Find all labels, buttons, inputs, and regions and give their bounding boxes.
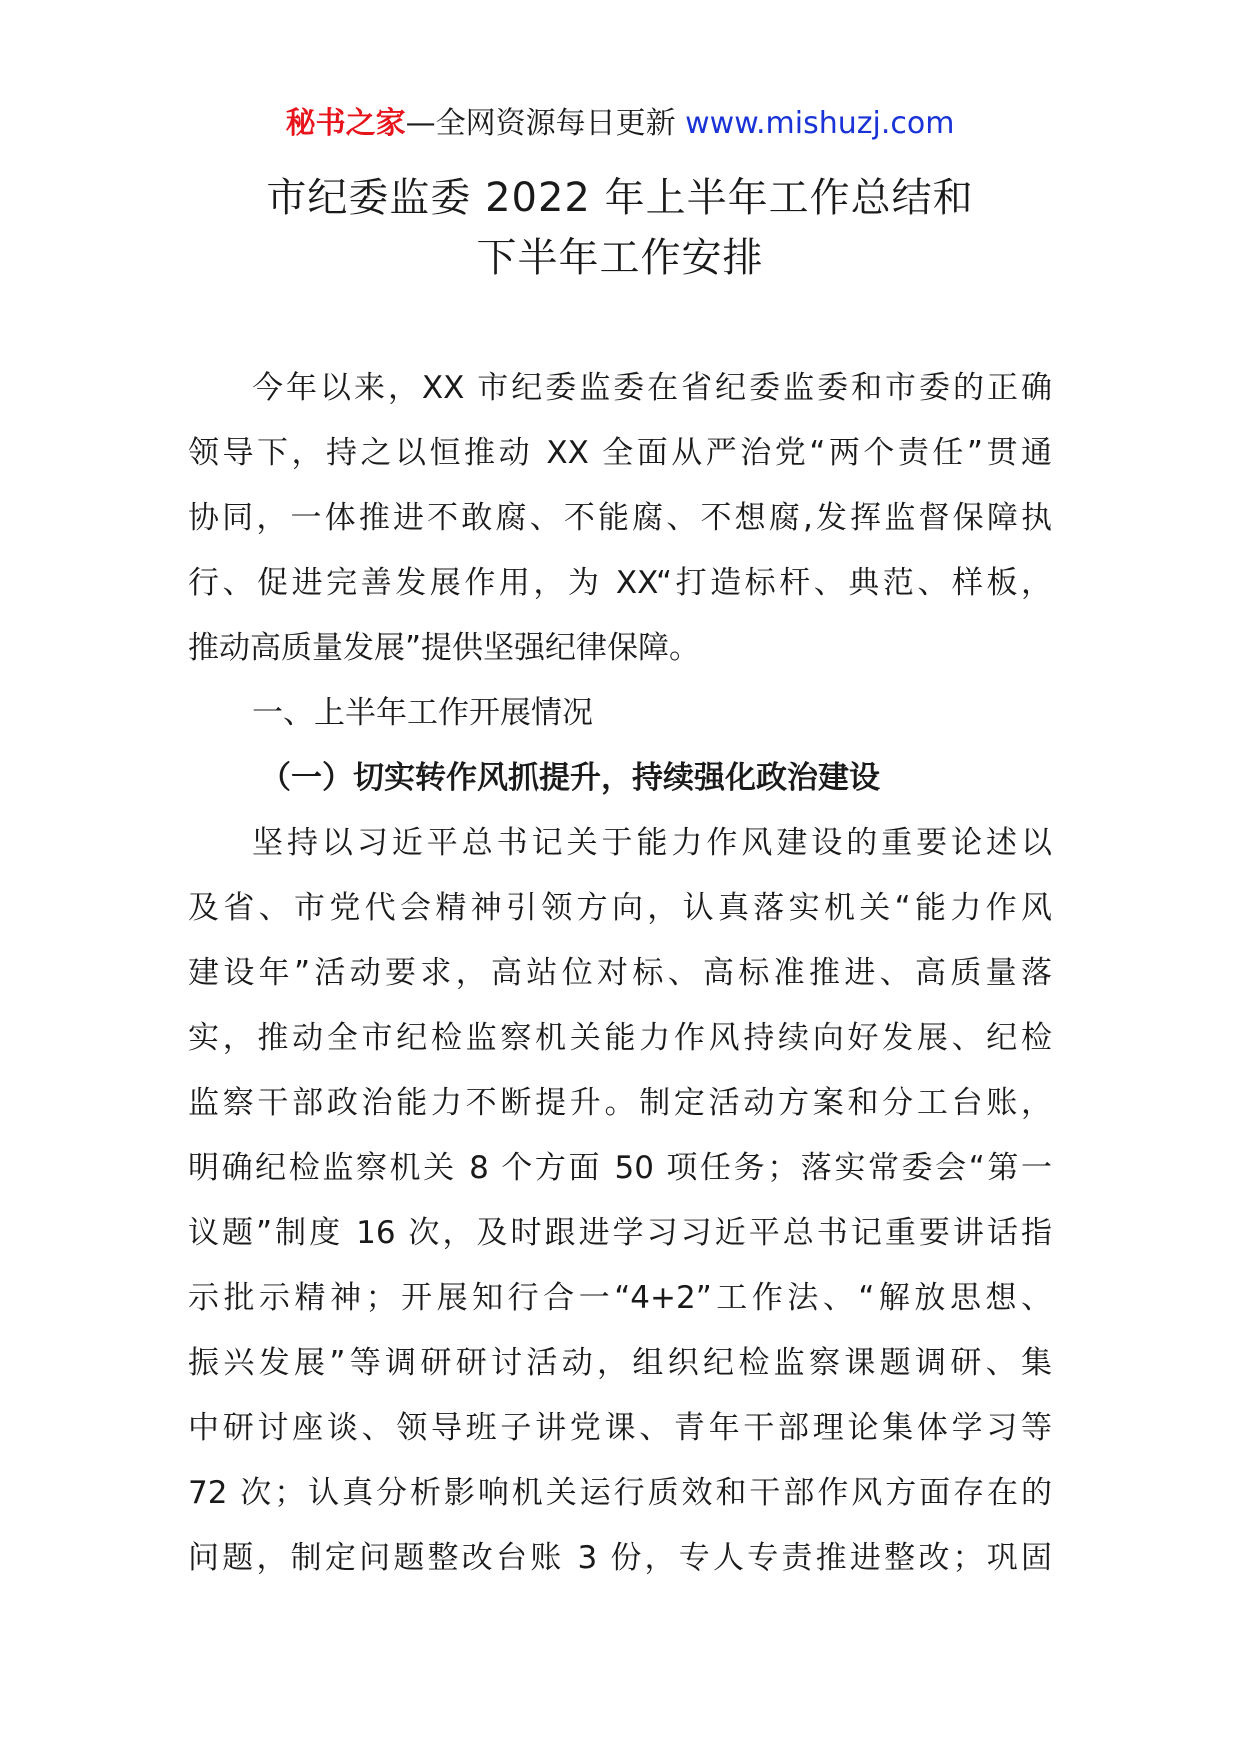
site-url-link[interactable]: www.mishuzj.com bbox=[685, 106, 955, 141]
paragraph-line: 监察干部政治能力不断提升。制定活动方案和分工台账， bbox=[188, 1085, 1052, 1121]
paragraph-line: 协同，一体推进不敢腐、不能腐、不想腐,发挥监督保障执 bbox=[188, 500, 1052, 536]
site-brand: 秘书之家 bbox=[285, 106, 406, 141]
paragraph-line: 振兴发展”等调研研讨活动，组织纪检监察课题调研、集 bbox=[188, 1345, 1052, 1381]
paragraph-line: 建设年”活动要求，高站位对标、高标准推进、高质量落 bbox=[188, 955, 1052, 991]
paragraph-line: 议题”制度 16 次，及时跟进学习习近平总书记重要讲话指 bbox=[188, 1215, 1052, 1251]
paragraph-line: 示批示精神；开展知行合一“4+2”工作法、“解放思想、 bbox=[188, 1280, 1052, 1316]
site-header bbox=[0, 104, 1240, 144]
paragraph-line: 推动高质量发展”提供坚强纪律保障。 bbox=[188, 630, 701, 666]
section-heading: 一、上半年工作开展情况 bbox=[252, 695, 593, 731]
paragraph-line: 实，推动全市纪检监察机关能力作风持续向好发展、纪检 bbox=[188, 1020, 1052, 1056]
title-line-1: 市纪委监委 2022 年上半年工作总结和 bbox=[266, 175, 974, 221]
paragraph-line: 行、促进完善发展作用，为 XX“打造标杆、典范、样板， bbox=[188, 565, 1052, 601]
document-body bbox=[188, 356, 1052, 1591]
paragraph-line: 中研讨座谈、领导班子讲党课、青年干部理论集体学习等 bbox=[188, 1410, 1052, 1446]
paragraph-line: 领导下，持之以恒推动 XX 全面从严治党“两个责任”贯通 bbox=[188, 435, 1052, 471]
paragraph-line: 坚持以习近平总书记关于能力作风建设的重要论述以 bbox=[252, 825, 1052, 861]
site-tagline: —全网资源每日更新 bbox=[405, 106, 676, 141]
paragraph-line: 明确纪检监察机关 8 个方面 50 项任务；落实常委会“第一 bbox=[188, 1150, 1052, 1186]
paragraph-line: 今年以来，XX 市纪委监委在省纪委监委和市委的正确 bbox=[252, 370, 1052, 406]
paragraph-line: 及省、市党代会精神引领方向，认真落实机关“能力作风 bbox=[188, 890, 1052, 926]
document-title bbox=[0, 168, 1240, 288]
title-line-2: 下半年工作安排 bbox=[476, 235, 764, 281]
paragraph-line: 72 次；认真分析影响机关运行质效和干部作风方面存在的 bbox=[188, 1475, 1052, 1511]
paragraph-line: 问题，制定问题整改台账 3 份，专人专责推进整改；巩固 bbox=[188, 1540, 1052, 1576]
subsection-heading: （一）切实转作风抓提升，持续强化政治建设 bbox=[260, 760, 880, 796]
